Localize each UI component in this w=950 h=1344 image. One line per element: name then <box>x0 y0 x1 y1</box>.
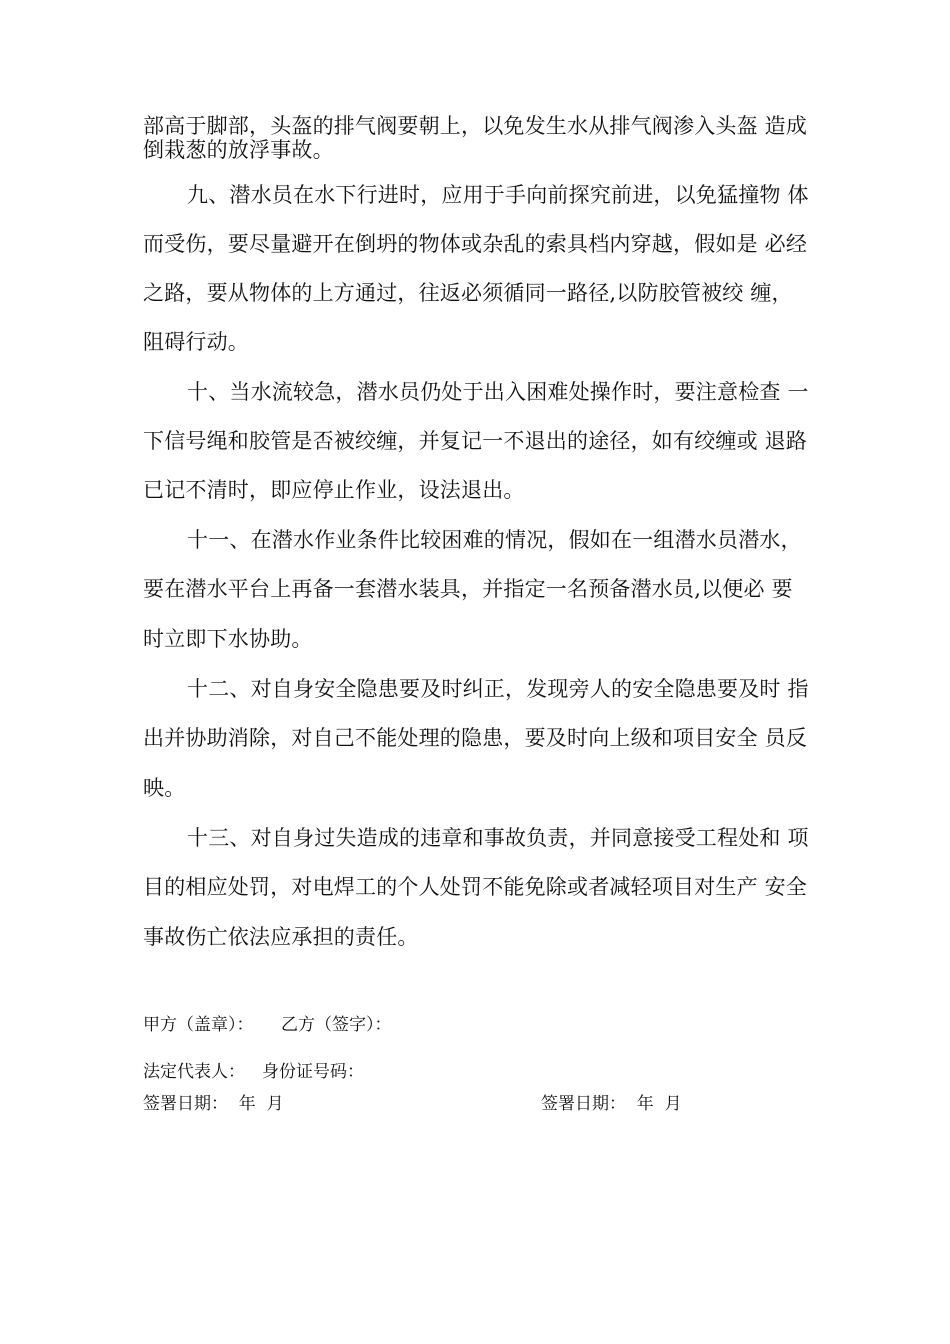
paragraph-line: 九、潜水员在水下行进时，应用于手向前探究前进，以免猛撞物 体 <box>187 183 809 207</box>
paragraph-line: 目的相应处罚，对电焊工的个人处罚不能免除或者减轻项目对生产 安全 <box>143 875 808 899</box>
paragraph-line: 十二、对自身安全隐患要及时纠正，发现旁人的安全隐患要及时 指 <box>187 677 809 701</box>
paragraph-line: 之路，要从物体的上方通过，往返必须循同一路径,以防胶管被绞 缠， <box>143 281 793 305</box>
signing-date-right: 签署日期： 年 月 <box>541 1094 682 1114</box>
paragraph-line: 十三、对自身过失造成的违章和事故负责，并同意接受工程处和 项 <box>187 826 809 850</box>
paragraph-line: 映。 <box>143 776 186 800</box>
paragraph-line: 而受伤，要尽量避开在倒坍的物体或杂乱的索具档内穿越，假如是 必经 <box>143 232 808 256</box>
party-b-label: 乙方（签字）： <box>281 1015 392 1035</box>
id-number-label: 身份证号码： <box>262 1062 364 1082</box>
signing-date-left: 签署日期： 年 月 <box>143 1094 284 1114</box>
paragraph-line: 阻碍行动。 <box>143 330 249 354</box>
paragraph-line: 时立即下水协助。 <box>143 627 313 651</box>
paragraph-line: 十、当水流较急，潜水员仍处于出入困难处操作时，要注意检查 一 <box>187 380 809 404</box>
legal-representative-label: 法定代表人： <box>143 1062 245 1082</box>
paragraph-line: 事故伤亡依法应承担的责任。 <box>143 925 419 949</box>
paragraph-line: 十一、在潜水作业条件比较困难的情况，假如在一组潜水员潜水， <box>187 528 802 552</box>
paragraph-line: 已记不清时，即应停止作业，设法退出。 <box>143 478 525 502</box>
paragraph-line: 出并协助消除，对自己不能处理的隐患，要及时向上级和项目安全 员反 <box>143 726 808 750</box>
paragraph-line: 倒栽葱的放浮事故。 <box>143 138 334 162</box>
paragraph-line: 下信号绳和胶管是否被绞缠，并复记一不退出的途径，如有绞缠或 退路 <box>143 429 808 453</box>
paragraph-line: 部高于脚部，头盔的排气阀要朝上，以免发生水从排气阀渗入头盔 造成 <box>143 114 808 138</box>
party-a-label: 甲方（盖章）： <box>143 1015 254 1035</box>
paragraph-line: 要在潜水平台上再备一套潜水装具，并指定一名预备潜水员,以便必 要 <box>143 577 793 601</box>
